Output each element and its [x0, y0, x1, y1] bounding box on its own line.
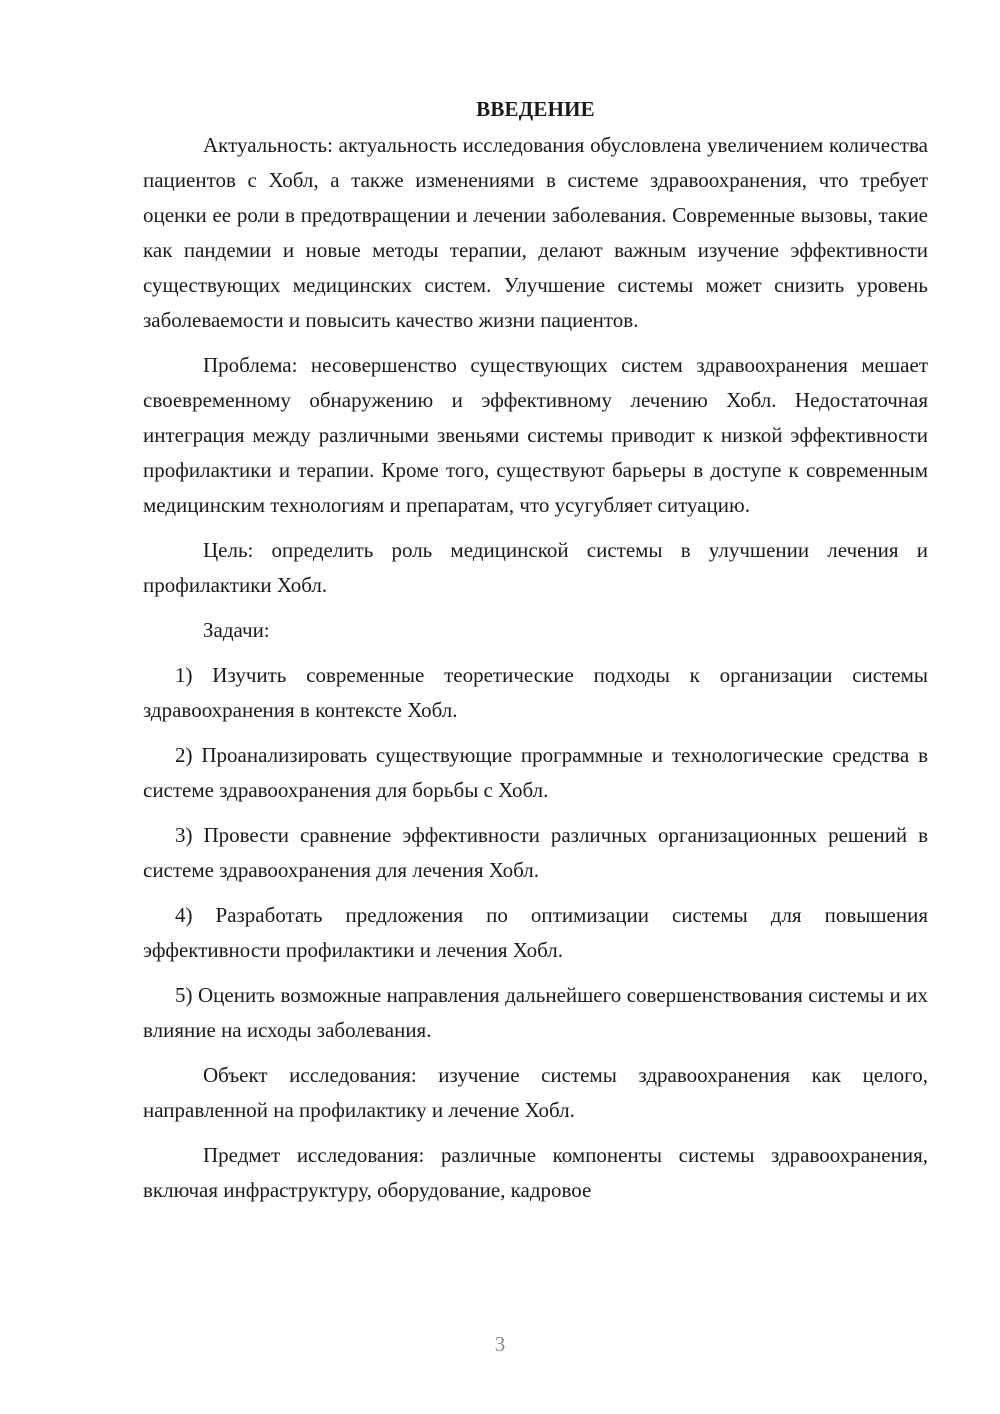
list-item: 5) Оценить возможные направления дальнейшего совершенствования системы и их влияние на исходы заболевания.: [143, 983, 928, 1042]
list-item: 2) Проанализировать существующие программные и технологические средства в системе здравоохранения для борьбы с Хобл.: [143, 743, 928, 802]
list-item: 1) Изучить современные теоретические подходы к организации системы здравоохранения в контексте Хобл.: [143, 663, 928, 722]
tasks-heading: Задачи:: [203, 618, 270, 642]
tasks-list: [143, 658, 928, 1048]
paragraph-relevance: Актуальность: актуальность исследования обусловлена увеличением количества пациентов с Хобл, а также изменениями в системе здравоохранения, что требует оценки ее роли в предотвращении и лечении заболевания. Современные вызовы, такие как пандемии и новые методы терапии, делают важным изучение эффективности существующих медицинских систем. Улучшение системы может снизить уровень заболеваемости и повысить качество жизни пациентов.: [143, 133, 928, 332]
paragraph-subject: Предмет исследования: различные компоненты системы здравоохранения, включая инфраструктуру, оборудование, кадровое: [143, 1143, 928, 1202]
page-number: 3: [494, 1332, 506, 1356]
list-item: 3) Провести сравнение эффективности различных организационных решений в системе здравоохранения для лечения Хобл.: [143, 823, 928, 882]
paragraph-problem: Проблема: несовершенство существующих систем здравоохранения мешает своевременному обнаружению и эффективному лечению Хобл. Недостаточная интеграция между различными звеньями системы приводит к низкой эффективности профилактики и терапии. Кроме того, существуют барьеры в доступе к современным медицинским технологиям и препаратам, что усугубляет ситуацию.: [143, 353, 928, 517]
paragraph-object: Объект исследования: изучение системы здравоохранения как целого, направленной на профилактику и лечение Хобл.: [143, 1063, 928, 1122]
paragraph-goal: Цель: определить роль медицинской системы в улучшении лечения и профилактики Хобл.: [143, 538, 928, 597]
document-page: [143, 92, 928, 1208]
page-title: ВВЕДЕНИЕ: [476, 97, 595, 121]
list-item: 4) Разработать предложения по оптимизации системы для повышения эффективности профилактики и лечения Хобл.: [143, 903, 928, 962]
